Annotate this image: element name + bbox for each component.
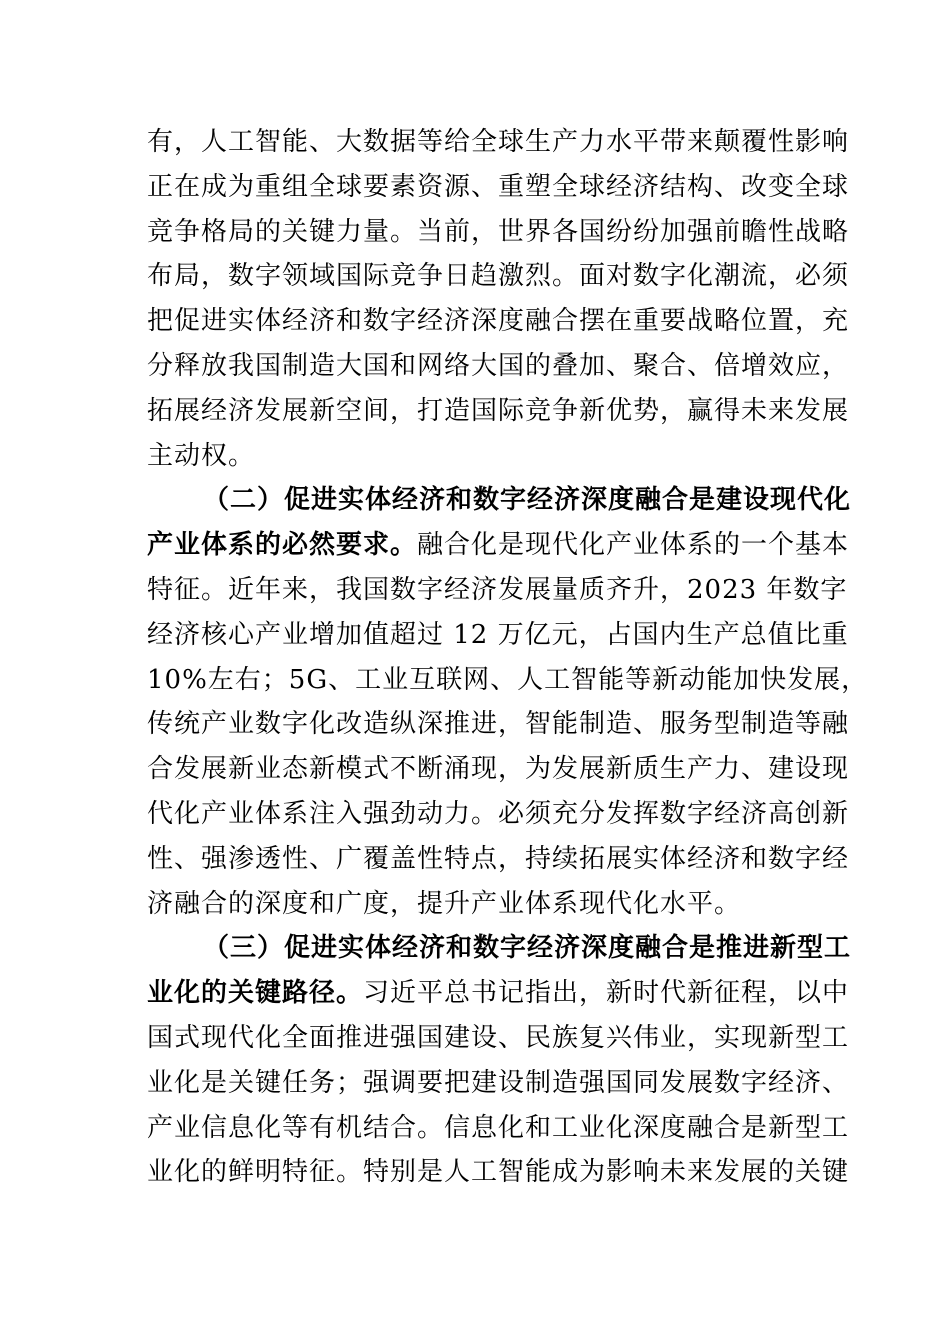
- text-line: [147, 971, 850, 1016]
- text-line: 分释放我国制造大国和网络大国的叠加、聚合、倍增效应，: [147, 350, 850, 381]
- text-line: 传统产业数字化改造纵深推进，智能制造、服务型制造等融: [147, 709, 850, 740]
- text-line: 产业信息化等有机结合。信息化和工业化深度融合是新型工: [147, 1112, 850, 1143]
- text-line: 竞争格局的关键力量。当前，世界各国纷纷加强前瞻性战略: [147, 216, 850, 247]
- paragraph-2: [147, 478, 869, 926]
- text-line: 把促进实体经济和数字经济深度融合摆在重要战略位置，充: [147, 306, 850, 337]
- text-line: 国式现代化全面推进强国建设、民族复兴伟业，实现新型工: [147, 1022, 850, 1053]
- paragraph-1: [147, 120, 850, 478]
- section-heading-line: （三）促进实体经济和数字经济深度融合是推进新型工: [203, 933, 852, 964]
- text-line: 业化的鲜明特征。特别是人工智能成为影响未来发展的关键: [147, 1157, 850, 1188]
- section-heading-tail: 产业体系的必然要求。: [147, 530, 418, 561]
- paragraph-3: [147, 926, 852, 1195]
- text-line: 性、强渗透性、广覆盖性特点，持续拓展实体经济和数字经: [147, 843, 850, 874]
- section-heading-line: （二）促进实体经济和数字经济深度融合是建设现代化: [203, 485, 852, 516]
- document-body: [147, 120, 869, 1195]
- text-line: 经济核心产业增加值超过 12 万亿元，占国内生产总值比重: [147, 619, 849, 650]
- text-line: 布局，数字领域国际竞争日趋激烈。面对数字化潮流，必须: [147, 261, 850, 292]
- text-line: 济融合的深度和广度，提升产业体系现代化水平。: [147, 888, 742, 919]
- text-line: 业化是关键任务；强调要把建设制造强国同发展数字经济、: [147, 1067, 850, 1098]
- text-line: 特征。近年来，我国数字经济发展量质齐升，2023 年数字: [147, 574, 848, 605]
- text-span: 融合化是现代化产业体系的一个基本: [417, 530, 850, 561]
- text-line: 10%左右；5G、工业互联网、人工智能等新动能加快发展，: [147, 664, 869, 695]
- text-line: 主动权。: [147, 440, 256, 471]
- text-line: 拓展经济发展新空间，打造国际竞争新优势，赢得未来发展: [147, 395, 850, 426]
- text-line: 有，人工智能、大数据等给全球生产力水平带来颠覆性影响: [147, 127, 850, 157]
- text-line: 正在成为重组全球要素资源、重塑全球经济结构、改变全球: [147, 171, 850, 202]
- section-heading-tail: 业化的关键路径。: [147, 978, 364, 1009]
- text-line: [147, 523, 850, 568]
- text-line: 代化产业体系注入强劲动力。必须充分发挥数字经济高创新: [147, 798, 850, 829]
- text-line: 合发展新业态新模式不断涌现，为发展新质生产力、建设现: [147, 754, 850, 785]
- text-span: 习近平总书记指出，新时代新征程，以中: [363, 978, 850, 1009]
